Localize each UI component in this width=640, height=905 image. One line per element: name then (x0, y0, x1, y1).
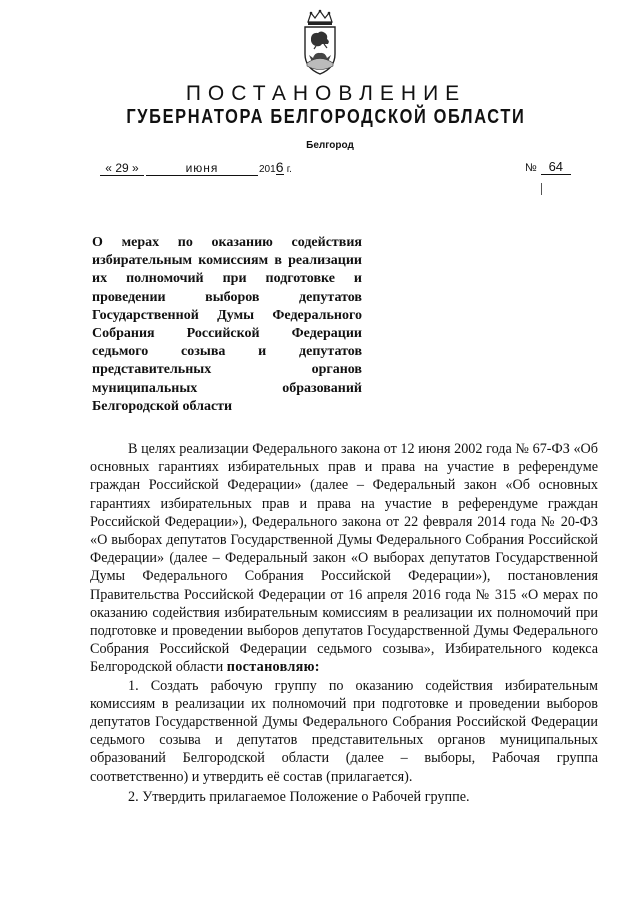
margin-tick-mark (541, 183, 542, 195)
date-year-prefix: 201 (259, 164, 276, 175)
date-year-suffix: 6 (275, 159, 284, 175)
number-sign: № (525, 162, 537, 174)
document-type-title: ПОСТАНОВЛЕНИЕ (185, 82, 467, 105)
city-label: Белгород (306, 140, 354, 151)
belgorod-coat-of-arms-icon (300, 8, 340, 76)
decree-keyword: постановляю: (226, 659, 320, 676)
decree-date (100, 160, 292, 176)
decree-item-1: 1. Создать рабочую группу по оказанию содействия избирательным комиссиям в реализации их полномочий при подготовке и проведении выборов депутатов Государственной Думы Федерального Собрания Российской Федерации седьмого созыва и депутатов представительных органов муниципальных образований Белгородской области (далее – выборы, Рабочая группа соответственно) и утвердить её состав (прилагается). (90, 677, 598, 785)
decree-item-2: 2. Утвердить прилагаемое Положение о Рабочей группе. (128, 788, 470, 805)
preamble-text: В целях реализации Федерального закона от 12 июня 2002 года № 67-ФЗ «Об основных гарантиях избирательных прав и права на участие в референдуме граждан Российской Федерации» (далее – Федеральный закон «Об основных гарантиях избирательных прав и права на участие в референдуме граждан Российской Федерации»), Федерального закона от 22 февраля 2014 года № 20-ФЗ «О выборах депутатов Государственной Думы Федерального Собрания Российской Федерации» (далее – Федеральный закон «О выборах депутатов Государственной Думы Федерального Собрания Российской Федерации»), постановления Правительства Российской Федерации от 16 апреля 2016 года № 315 «О мерах по оказанию содействия избирательным комиссиям в реализации их полномочий при подготовке и проведении выборов депутатов Государственной Думы Федерального Собрания Российской Федерации седьмого созыва», Избирательного кодекса Белгородской области (90, 441, 598, 676)
date-month-field: июня (146, 161, 258, 176)
date-year-tail: г. (286, 164, 292, 175)
preamble-paragraph (90, 440, 598, 677)
date-day-field: « 29 » (100, 161, 144, 176)
decree-body (90, 440, 598, 806)
decree-number (525, 160, 571, 175)
issuer-title: ГУБЕРНАТОРА БЕЛГОРОДСКОЙ ОБЛАСТИ (126, 106, 526, 128)
number-value: 64 (541, 160, 571, 175)
decree-subject-heading: О мерах по оказанию содействия избирательным комиссиям в реализации их полномочий при подготовке и проведении выборов депутатов Государственной Думы Федерального Собрания Российской Федерации седьмого созыва и депутатов представительных органов муниципальных образований Белгородской области (92, 235, 362, 414)
